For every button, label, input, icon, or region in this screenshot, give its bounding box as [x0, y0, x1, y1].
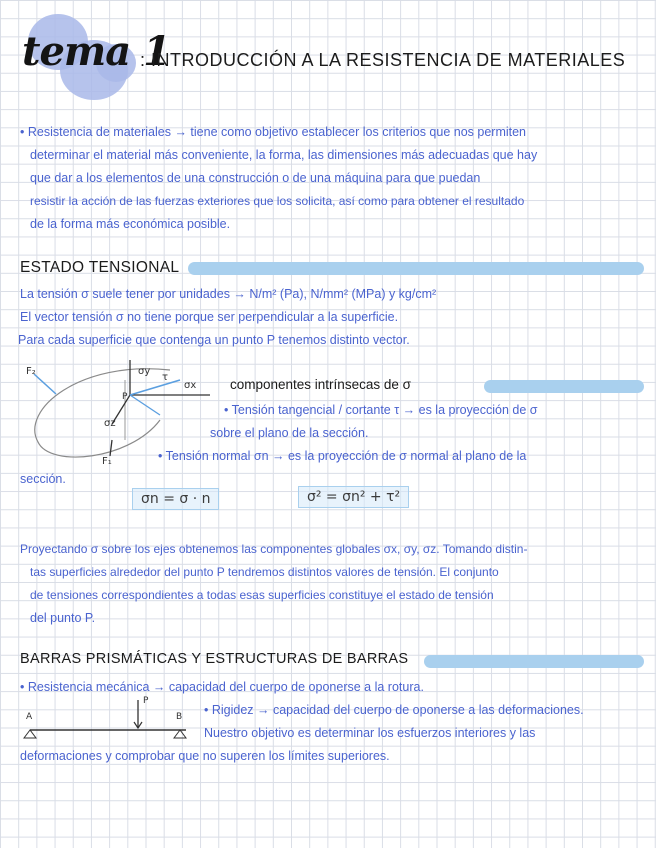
- projection-line: de tensiones correspondientes a todas esas superficies constituye el estado de tensión: [30, 588, 494, 602]
- components-highlight-bar: [484, 380, 644, 393]
- beam-diagram: [20, 696, 200, 746]
- section-heading-estado-tensional: ESTADO TENSIONAL: [20, 259, 180, 276]
- formula-normal-stress: σn = σ · n: [132, 488, 219, 510]
- projection-line: Proyectando σ sobre los ejes obtenemos las componentes globales σx, σy, σz. Tomando distin-: [20, 542, 528, 556]
- diagram-label-f1: F₁: [102, 456, 112, 467]
- tension-vector-line: El vector tensión σ no tiene porque ser perpendicular a la superficie.: [20, 310, 399, 324]
- mechanical-resistance-line: • Resistencia mecánica → capacidad del cuerpo de oponerse a la rotura.: [20, 680, 424, 694]
- intro-line: • Resistencia de materiales → tiene como objetivo establecer los criterios que nos permiten: [20, 125, 527, 139]
- deformation-line: deformaciones y comprobar que no superen los límites superiores.: [20, 749, 390, 763]
- projection-line: del punto P.: [30, 611, 96, 625]
- page-title-word: tema 1: [22, 28, 170, 75]
- projection-line: tas superficies alrededor del punto P tendremos distintos valores de tensión. El conjunto: [30, 565, 499, 579]
- intro-line: que dar a los elementos de una construcción o de una máquina para que puedan: [30, 171, 481, 185]
- intro-line: determinar el material más conveniente, la forma, las dimensiones más adecuadas que hay: [30, 148, 538, 162]
- normal-line-cont: sección.: [20, 472, 66, 486]
- formula-stress-magnitude: σ² = σn² + τ²: [298, 486, 409, 508]
- tangential-line-cont: sobre el plano de la sección.: [210, 426, 369, 440]
- heading-highlight-bar-2: [424, 655, 644, 668]
- tension-units-line: La tensión σ suele tener por unidades → N/m² (Pa), N/mm² (MPa) y kg/cm²: [20, 287, 437, 301]
- tangential-line: • Tensión tangencial / cortante τ → es la proyección de σ: [224, 403, 538, 417]
- normal-line: • Tensión normal σn → es la proyección de σ normal al plano de la: [158, 449, 527, 463]
- heading-highlight-bar: [188, 262, 644, 275]
- section-heading-barras: BARRAS PRISMÁTICAS Y ESTRUCTURAS DE BARRAS: [20, 651, 409, 667]
- diagram-label-t: τ: [162, 372, 169, 383]
- diagram-label-p: P: [122, 392, 128, 402]
- diagram-label-sx: σx: [184, 380, 197, 391]
- page-title: : INTRODUCCIÓN A LA RESISTENCIA DE MATERIALES: [140, 50, 626, 70]
- beam-label-a: A: [26, 712, 33, 722]
- diagram-label-sy: σy: [138, 366, 151, 377]
- diagram-label-sz: σz: [104, 418, 116, 429]
- components-heading: componentes intrínsecas de σ: [230, 377, 411, 392]
- beam-label-p: P: [143, 696, 149, 706]
- objective-line: Nuestro objetivo es determinar los esfuerzos interiores y las: [204, 726, 536, 740]
- surface-line: Para cada superficie que contenga un punto P tenemos distinto vector.: [18, 333, 410, 347]
- rigidity-line: • Rigidez → capacidad del cuerpo de oponerse a las deformaciones.: [204, 703, 584, 717]
- beam-label-b: B: [176, 712, 183, 722]
- diagram-label-f2: F₂: [26, 366, 36, 377]
- intro-line: de la forma más económica posible.: [30, 217, 231, 231]
- intro-line: resistir la acción de las fuerzas exteriores que los solicita, así como para obtener el resultado: [30, 194, 525, 208]
